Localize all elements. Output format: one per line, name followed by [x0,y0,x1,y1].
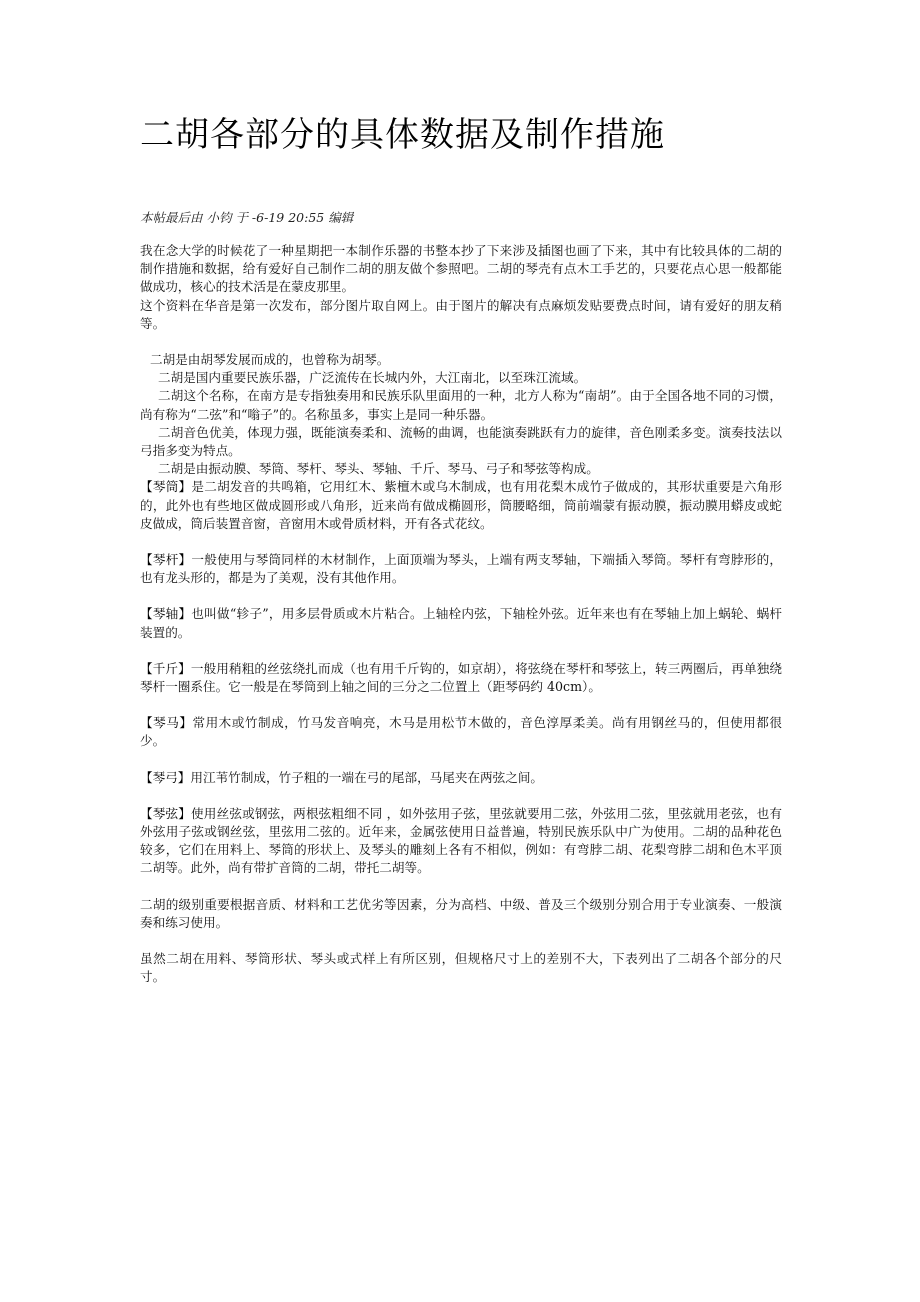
closing-paragraph-2: 虽然二胡在用料、琴筒形状、琴头或式样上有所区别，但规格尺寸上的差别不大，下表列出了二胡各个部分的尺寸。 [140,951,782,985]
overview-paragraph-4: 二胡音色优美，体现力强，既能演奏柔和、流畅的曲调，也能演奏跳跃有力的旋律，音色刚柔多变。演奏技法以弓指多变为特点。 [140,424,782,459]
page-title: 二胡各部分的具体数据及制作措施 [140,115,665,155]
part-term: 【琴马】 [140,715,193,731]
part-term: 【琴弓】 [140,769,191,785]
overview-paragraph-2: 二胡是国内重要民族乐器，广泛流传在长城内外，大江南北，以至珠江流域。 [158,370,587,386]
part-term: 【琴筒】 [140,479,192,495]
part-qinxian [140,805,782,878]
part-text: 一般用稍粗的丝弦绕扎而成（也有用千斤钩的，如京胡），将弦绕在琴杆和琴弦上，转三两圈后，再单独绕琴杆一圈系住。它一般是在琴筒到上轴之间的三分之二位置上（距琴码约 40cm）。 [140,660,783,695]
edit-meta: 本帖最后由 小钧 于 -6-19 20:55 编辑 [140,210,354,225]
part-term: 【琴杆】 [140,552,192,568]
part-text: 也叫做“轸子”，用多层骨质或木片粘合。上轴栓内弦，下轴栓外弦。近年来也有在琴轴上加上蜗轮、蜗杆装置的。 [140,606,782,640]
part-qianjin [140,660,782,696]
closing-paragraph-1: 二胡的级别重要根据音质、材料和工艺优劣等因素，分为高档、中级、普及三个级别分别合用于专业演奏、一般演奏和练习使用。 [140,896,782,930]
part-term: 【琴轴】 [140,606,192,622]
part-qinzhou [140,605,782,641]
intro-paragraph-1: 我在念大学的时候花了一种星期把一本制作乐器的书整本抄了下来涉及插图也画了下来，其中有比较具体的二胡的制作措施和数据，给有爱好自己制作二胡的朋友做个参照吧。二胡的琴壳有点木工手艺的，只要花点心思一般都能做成功，核心的技术活是在蒙皮那里。 [140,243,782,295]
part-qingong [140,769,782,787]
overview-paragraph-5: 二胡是由振动膜、琴筒、琴杆、琴头、琴轴、千斤、琴马、弓子和琴弦等构成。 [158,461,599,477]
part-text: 一般使用与琴筒同样的木材制作，上面顶端为琴头，上端有两支琴轴，下端插入琴筒。琴杆有弯脖形的，也有龙头形的，都是为了美观，没有其他作用。 [140,552,783,586]
part-text: 常用木或竹制成，竹马发音响亮，木马是用松节木做的，音色淳厚柔美。尚有用钢丝马的，但使用都很少。 [140,715,783,749]
part-qintong [140,478,782,533]
part-term: 【琴弦】 [140,805,192,821]
part-qinma [140,714,782,750]
overview-paragraph-3: 二胡这个名称，在南方是专指独奏用和民族乐队里面用的一种，北方人称为“南胡”。由于全国各地不同的习惯，尚有称为“二弦”和“嗡子”的。名称虽多，事实上是同一种乐器。 [140,388,782,422]
part-text: 使用丝弦或钢弦，两根弦粗细不同 ，如外弦用子弦，里弦就要用二弦，外弦用二弦，里弦就用老弦，也有外弦用子弦或钢丝弦，里弦用二弦的。近年来，金属弦使用日益普遍，特别民族乐队中广为使用。二胡的品种花色较多，它们在用料上、琴筒的形状上、及琴头的雕刻上各有不相似，例如：有弯脖二胡、花梨弯脖二胡和色木平顶二胡等。此外，尚有带扩音筒的二胡，带托二胡等。 [140,805,782,876]
intro-paragraph-2: 这个资料在华音是第一次发布，部分图片取自网上。由于图片的解决有点麻烦发贴要费点时间，请有爱好的朋友稍等。 [140,297,782,331]
part-text: 用江苇竹制成，竹子粗的一端在弓的尾部，马尾夹在两弦之间。 [190,769,543,785]
part-text: 是二胡发音的共鸣箱，它用红木、紫檀木或乌木制成，也有用花梨木成竹子做成的，其形状重要是六角形的，此外也有些地区做成圆形或八角形，近来尚有做成椭圆形，筒腰略细，筒前端蒙有振动膜，振动膜用蟒皮或蛇皮做成，筒后装置音窗，音窗用木或骨质材料，开有各式花纹。 [140,479,783,531]
part-qingan [140,551,782,587]
part-term: 【千斤】 [140,660,191,676]
article-body [140,242,782,987]
overview-paragraph-1: 二胡是由胡琴发展而成的，也曾称为胡琴。 [150,352,390,368]
